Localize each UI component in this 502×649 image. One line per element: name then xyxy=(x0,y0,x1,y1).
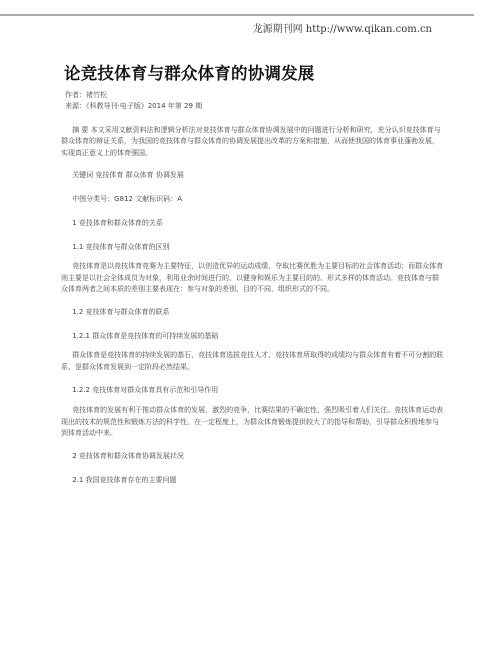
section-heading-2: 2 竞技体育和群众体育协调发展状况 xyxy=(72,452,184,461)
keywords-line: 关键词 竞技体育 群众体育 协调发展 xyxy=(72,171,184,180)
article-body xyxy=(61,60,445,485)
paragraph-1-1: 竞技体育是以竞技体育竞赛为主要特征，以创造优异的运动成绩，夺取比赛优胜为主要目标的社会体育活动；而群众体育则主要是以社会全体成员为对象，利用业余时间进行的，以健身和娱乐为主要目的的、形式多样的体育活动。竞技体育与群众体育两者之间本质的差别主要表现在：参与对象的差别、目的不同、组织形式的不同。 xyxy=(61,262,444,294)
subsection-heading-2-1: 2.1 我国竞技体育存在的主要问题 xyxy=(72,476,177,485)
subsection-heading-1-1: 1.1 竞技体育与群众体育的区别 xyxy=(72,243,170,252)
abstract-paragraph: 摘 要 本文采用文献资料法和逻辑分析法对竞技体育与群众体育协调发展中的问题进行分析和研究，充分认识竞技体育与群众体育的辩证关系，为我国的竞技体育与群众体育的协调发展提出改革的方案和措施，从而使我国的体育事业蓬勃发展，实现真正意义上的体育强国。 xyxy=(61,126,441,157)
article-author: 作者：褚竹松 xyxy=(65,91,107,99)
article-source: 来源：《科教导刊·电子版》2014 年第 29 期 xyxy=(65,102,203,110)
paragraph-1-2-2: 竞技体育的发展有利于推动群众体育的发展，激烈的竞争，比赛结果的不确定性，强烈吸引着人们关注。竞技体育运动表现出的技术的规范性和锻炼方法的科学性，在一定程度上，为群众体育锻炼提供较大了的指导和帮助，引导群众积极地参与到体育活动中来。 xyxy=(61,406,444,438)
subsubsection-heading-1-2-2: 1.2.2 竞技体育对群众体育具有示范和引导作用 xyxy=(72,386,219,395)
section-heading-1: 1 竞技体育和群众体育的关系 xyxy=(72,219,163,228)
subsection-heading-1-2: 1.2 竞技体育与群众体育的联系 xyxy=(72,308,170,317)
header-site-text: 龙源期刊网 http://www.qikan.com.cn xyxy=(252,24,432,35)
header-rule xyxy=(0,14,474,16)
article-title: 论竞技体育与群众体育的协调发展 xyxy=(64,64,315,83)
subsubsection-heading-1-2-1: 1.2.1 群众体育是竞技体育的可持续发展的基础 xyxy=(72,332,219,341)
classification-line: 中图分类号：G812 文献标识码：A xyxy=(72,195,182,204)
paragraph-1-2-1: 群众体育是竞技体育的持续发展的基石，竞技体育选拔竞技人才、竞技体育所取得的成绩均与群众体育有着不可分割的联系，是群众体育发展到一定阶段必然结果。 xyxy=(61,351,444,371)
